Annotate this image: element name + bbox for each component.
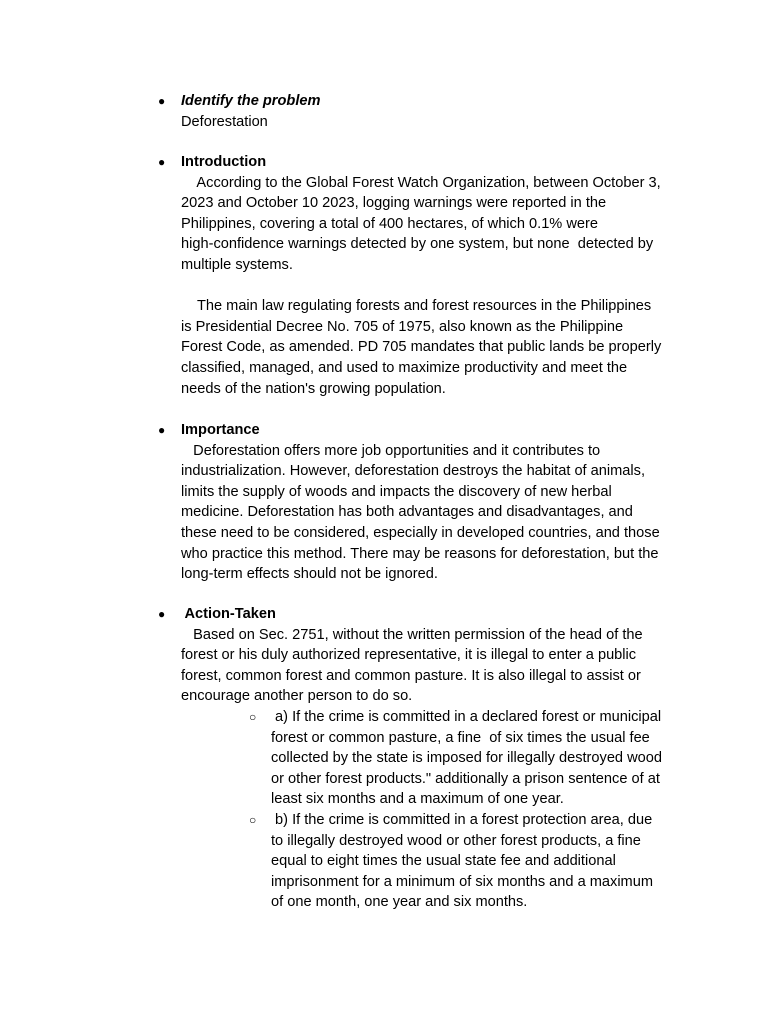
text-line: imprisonment for a minimum of six months and a maximum <box>271 873 653 890</box>
text-line: multiple systems. <box>181 256 293 273</box>
text-line: The main law regulating forests and forest resources in the Philippines <box>181 298 652 315</box>
bullet-icon: ● <box>158 94 166 108</box>
text-line: b) If the crime is committed in a forest protection area, due <box>271 812 653 828</box>
heading-identify-problem: Identify the problem <box>181 93 321 109</box>
text-line: industrialization. However, deforestation destroys the habitat of animals, <box>181 463 646 480</box>
hollow-bullet-icon: ○ <box>249 813 257 827</box>
bullet-icon: ● <box>158 423 166 437</box>
sub-item-a <box>249 707 691 810</box>
text-line: Based on Sec. 2751, without the written permission of the head of the <box>181 626 643 643</box>
text-line: 2023 and October 10 2023, logging warnings were reported in the <box>181 195 607 212</box>
text-line: Deforestation offers more job opportunities and it contributes to <box>181 442 601 459</box>
heading-importance: Importance <box>181 422 260 438</box>
bullet-icon: ● <box>158 155 166 169</box>
text-line: forest, common forest and common pasture. It is also illegal to assist or <box>181 667 641 684</box>
text-line: least six months and a maximum of one year. <box>271 791 564 808</box>
section-introduction <box>158 152 681 399</box>
text-line: or other forest products." additionally a prison sentence of at <box>271 770 660 787</box>
text-line: classified, managed, and used to maximize productivity and meet the <box>181 359 628 376</box>
text-line: Philippines, covering a total of 400 hectares, of which 0.1% were <box>181 215 598 232</box>
text-line: of one month, one year and six months. <box>271 894 528 911</box>
text-line: these need to be considered, especially in developed countries, and those <box>181 524 660 541</box>
text-line: Forest Code, as amended. PD 705 mandates that public lands be properly <box>181 339 662 356</box>
text-line: equal to eight times the usual state fee and additional <box>271 853 616 870</box>
section-importance <box>158 420 681 585</box>
text-line: who practice this method. There may be reasons for deforestation, but the <box>181 545 659 562</box>
bullet-icon: ● <box>158 607 166 621</box>
hollow-bullet-icon: ○ <box>249 710 257 724</box>
text-line: medicine. Deforestation has both advantages and disadvantages, and <box>181 504 633 521</box>
introduction-paragraph-1 <box>181 173 681 276</box>
heading-action-taken: Action-Taken <box>181 606 276 622</box>
text-line: is Presidential Decree No. 705 of 1975, also known as the Philippine <box>181 318 624 335</box>
problem-text: Deforestation <box>181 113 268 130</box>
text-line: forest or his duly authorized representative, it is illegal to enter a public <box>181 647 637 664</box>
text-line: needs of the nation's growing population. <box>181 380 446 397</box>
text-line: forest or common pasture, a fine of six times the usual fee <box>271 729 650 746</box>
section-identify-problem <box>158 91 681 132</box>
sub-item-b <box>249 810 691 913</box>
text-line: encourage another person to do so. <box>181 688 413 705</box>
heading-introduction: Introduction <box>181 154 267 170</box>
section-action-taken <box>158 604 681 707</box>
text-line: a) If the crime is committed in a declared forest or municipal <box>271 709 662 725</box>
text-line: According to the Global Forest Watch Organization, between October 3, <box>181 174 661 191</box>
text-line: high-confidence warnings detected by one system, but none detected by <box>181 236 654 253</box>
introduction-paragraph-2 <box>181 296 681 399</box>
text-line: collected by the state is imposed for illegally destroyed wood <box>271 750 662 767</box>
text-line: long-term effects should not be ignored. <box>181 566 438 583</box>
text-line: to illegally destroyed wood or other forest products, a fine <box>271 832 641 849</box>
text-line: limits the supply of woods and impacts the discovery of new herbal <box>181 483 612 500</box>
